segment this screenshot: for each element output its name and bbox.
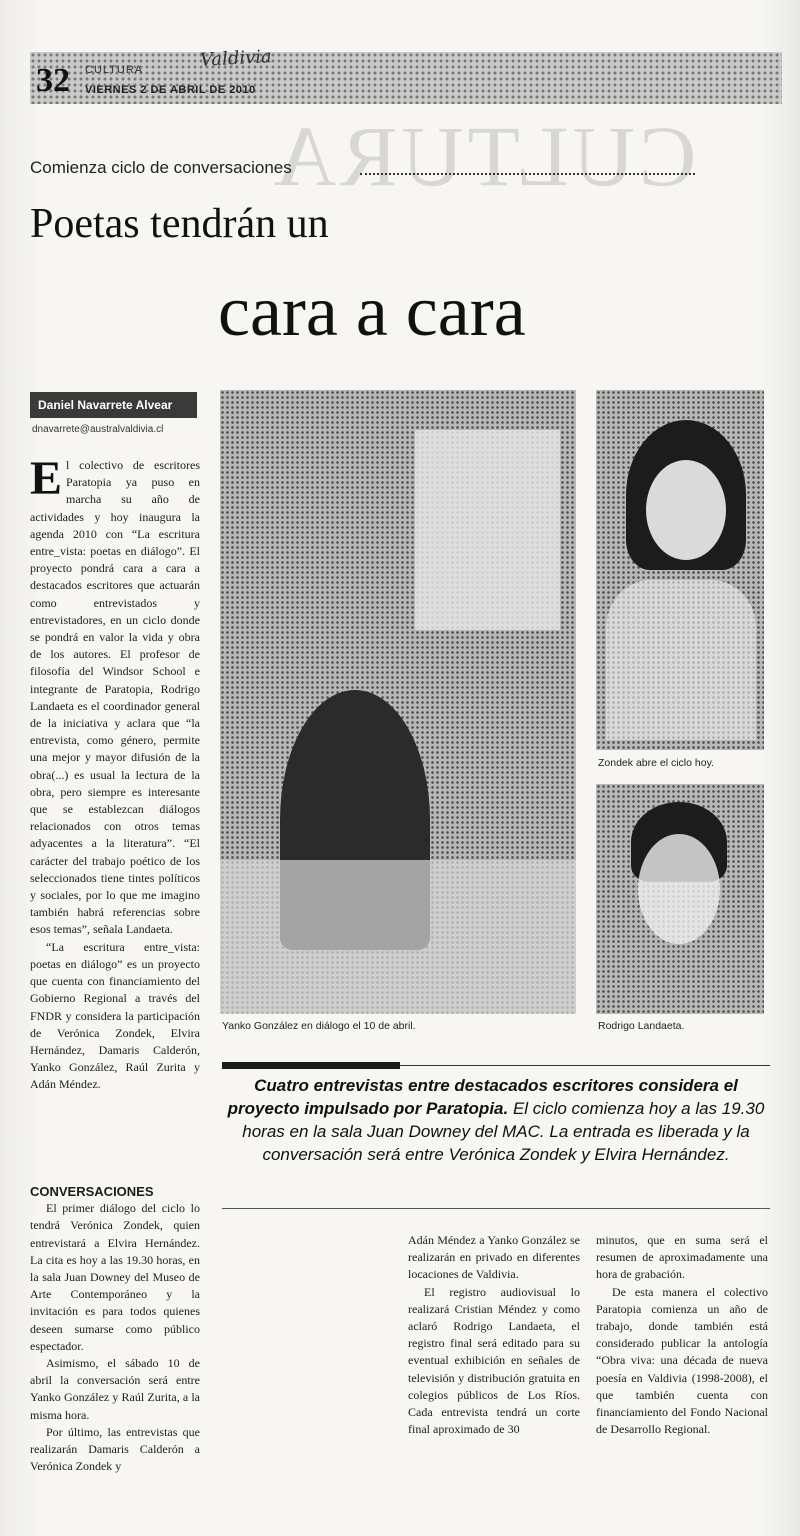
caption-main-photo: Yanko González en diálogo el 10 de abril. [222, 1020, 416, 1032]
section-name: CULTURA [85, 64, 144, 76]
pullquote-rule [400, 1065, 770, 1066]
photo-face [638, 834, 720, 944]
kicker: Comienza ciclo de conversaciones [30, 158, 292, 177]
headline-line-1: Poetas tendrán un [30, 201, 329, 247]
page-number: 32 [36, 62, 70, 99]
paragraph-1 [30, 452, 200, 939]
article-column-1 [30, 452, 200, 1094]
photo-table [220, 860, 576, 1014]
photo-face [646, 460, 726, 560]
photo-poster [415, 430, 560, 630]
photo-rodrigo-landaeta [596, 784, 764, 1014]
paragraph-6-continued: minutos, que en suma será el resumen de aproximadamente una hora de grabación. [596, 1233, 768, 1282]
pullquote [222, 1074, 770, 1166]
caption-bottom-right-photo: Rodrigo Landaeta. [598, 1020, 685, 1032]
pullquote-bar [222, 1062, 400, 1069]
paragraph-2: “La escritura entre_vista: poetas en diálogo” es un proyecto que cuenta con financiamiento del Gobierno Regional a través del FNDR y considera la participación de Verónica Zondek, Elvira Hernández, Damaris Calderón, Yanko González, Raúl Zurita y Adán Méndez. [30, 939, 200, 1092]
header-band [30, 52, 782, 104]
photo-body [606, 580, 756, 740]
photo-veronica-zondek [596, 390, 764, 750]
byline-author: Daniel Navarrete Alvear [30, 392, 197, 418]
byline-email: dnavarrete@australvaldivia.cl [32, 424, 164, 435]
photo-yanko-gonzalez [220, 390, 576, 1014]
drop-cap: E [30, 452, 63, 505]
pullquote-rest: El ciclo comienza hoy a las 19.30 horas en la sala Juan Downey del MAC. La entrada es liberada y la conversación será entre Verónica Zondek y Elvira Hernández. [242, 1099, 765, 1164]
issue-date: VIERNES 2 DE ABRIL DE 2010 [85, 84, 256, 96]
pullquote-bold: Cuatro entrevistas entre destacados escritores considera el proyecto impulsado por Paratopia. [227, 1076, 738, 1118]
article-column-2 [408, 1232, 580, 1438]
paragraph-3: El primer diálogo del ciclo lo tendrá Verónica Zondek, quien entrevistará a Elvira Hernández. La cita es hoy a las 19.30 horas, en la sala Juan Downey del Museo de Arte Contemporáneo y la invitación es para todos quienes deseen sumarse como público espectador. [30, 1201, 200, 1353]
article-column-3 [596, 1232, 768, 1438]
paragraph-5-continued: Adán Méndez a Yanko González se realizarán en privado en diferentes locaciones de Valdivia. [408, 1233, 580, 1282]
paragraph-7: De esta manera el colectivo Paratopia comienza un año de trabajo, donde también está considerado publicar la antología “Obra viva: una década de nueva poesía en Valdivia (1998-2008), el que también cuenta con financiamiento del Fondo Nacional de Desarrollo Regional. [596, 1284, 768, 1437]
paragraph-1-text: l colectivo de escritores Paratopia ya puso en marcha su año de actividades y hoy inaugura la agenda 2010 con “La escritura entre_vista: poetas en diálogo”. El proyecto pondrá cara a cara a destacados escritores que actuarán como entrevistados y entrevistadores, en un ciclo donde se pondrá en valor la vida y obra de los autores. El profesor de filosofía del Windsor School e integrante de Paratopia, Rodrigo Landaeta es el coordinador general de la iniciativa y aclara que “la entrevista, como género, permite una mejor y mayor difusión de la obra(...) es usual la lectura de la obra, pero siempre es interesante que se establezcan diálogos relacionados con otros temas adyacentes a la literatura”. “El carácter del trabajo poético de los seleccionados tiene tintes políticos y sociales, por lo que me imagino también habrá referencias sobre esos temas”, señala Landaeta. [30, 458, 200, 937]
article-column-1-lower [30, 1183, 200, 1475]
pullquote-bottom-rule [222, 1208, 770, 1209]
show-through-text: CULTURA [270, 108, 697, 204]
paragraph-6: El registro audiovisual lo realizará Cristian Méndez y como aclaró Rodrigo Landaeta, el registro final será editado para su eventual exhibición en señales de televisión y distribución gratuita en colegios públicos de Los Ríos. Cada entrevista tendrá un corte final aproximado de 30 [408, 1284, 580, 1437]
headline-line-2: cara a cara [218, 271, 526, 351]
kicker-dotted-rule [360, 173, 695, 175]
handwritten-note: Valdivia [199, 46, 273, 71]
caption-top-right-photo: Zondek abre el ciclo hoy. [598, 757, 714, 769]
subhead-conversaciones: CONVERSACIONES [30, 1184, 154, 1199]
paragraph-4: Asimismo, el sábado 10 de abril la conversación será entre Yanko González y Raúl Zurita, a la misma hora. [30, 1356, 200, 1422]
paragraph-5: Por último, las entrevistas que realizarán Damaris Calderón a Verónica Zondek y [30, 1424, 200, 1474]
